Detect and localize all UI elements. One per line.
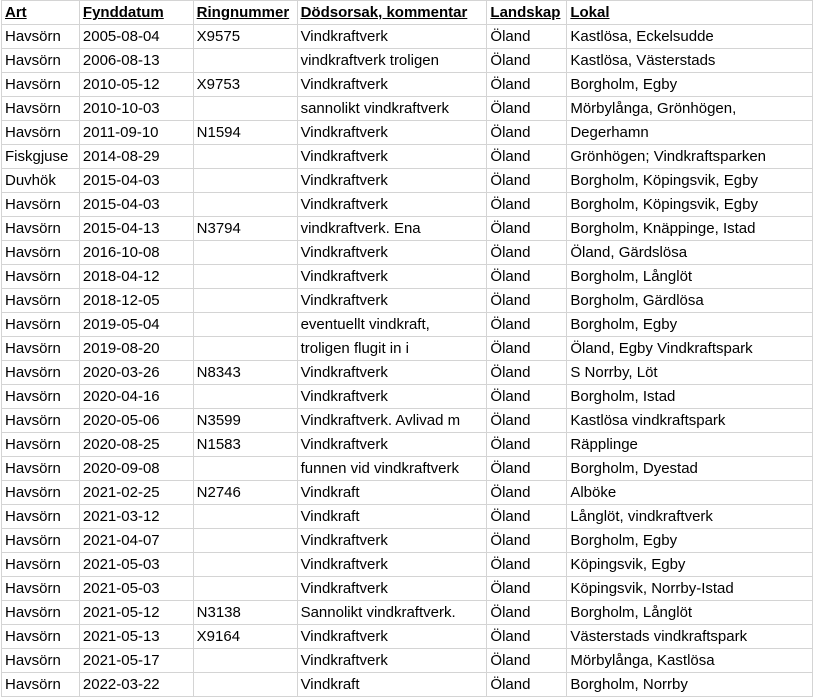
cell-dodsorsak[interactable]: vindkraftverk troligen xyxy=(297,49,487,73)
cell-ringnummer[interactable] xyxy=(193,577,297,601)
cell-art[interactable]: Havsörn xyxy=(2,433,80,457)
cell-landskap[interactable]: Öland xyxy=(487,49,567,73)
cell-ringnummer[interactable] xyxy=(193,385,297,409)
cell-landskap[interactable]: Öland xyxy=(487,361,567,385)
cell-fynddatum[interactable]: 2010-05-12 xyxy=(79,73,193,97)
cell-dodsorsak[interactable]: Sannolikt vindkraftverk. xyxy=(297,601,487,625)
cell-fynddatum[interactable]: 2011-09-10 xyxy=(79,121,193,145)
cell-ringnummer[interactable] xyxy=(193,457,297,481)
cell-landskap[interactable]: Öland xyxy=(487,457,567,481)
cell-landskap[interactable]: Öland xyxy=(487,97,567,121)
cell-lokal[interactable]: Öland, Gärdslösa xyxy=(567,241,813,265)
cell-ringnummer[interactable]: N1594 xyxy=(193,121,297,145)
cell-landskap[interactable]: Öland xyxy=(487,505,567,529)
header-cell-lokal[interactable]: Lokal xyxy=(567,1,813,25)
cell-ringnummer[interactable]: X9753 xyxy=(193,73,297,97)
table-body xyxy=(2,25,813,697)
cell-fynddatum[interactable]: 2020-08-25 xyxy=(79,433,193,457)
cell-fynddatum[interactable]: 2021-05-03 xyxy=(79,553,193,577)
cell-landskap[interactable]: Öland xyxy=(487,625,567,649)
cell-ringnummer[interactable] xyxy=(193,145,297,169)
cell-lokal[interactable]: Borgholm, Istad xyxy=(567,385,813,409)
table-row xyxy=(2,145,813,169)
cell-fynddatum[interactable]: 2022-03-22 xyxy=(79,673,193,697)
cell-dodsorsak[interactable]: Vindkraftverk xyxy=(297,25,487,49)
cell-lokal[interactable]: Borgholm, Egby xyxy=(567,73,813,97)
table-row xyxy=(2,97,813,121)
cell-fynddatum[interactable]: 2018-12-05 xyxy=(79,289,193,313)
cell-art[interactable]: Fiskgjuse xyxy=(2,145,80,169)
cell-fynddatum[interactable]: 2015-04-03 xyxy=(79,169,193,193)
cell-fynddatum[interactable]: 2006-08-13 xyxy=(79,49,193,73)
cell-ringnummer[interactable] xyxy=(193,49,297,73)
cell-art[interactable]: Havsörn xyxy=(2,289,80,313)
cell-landskap[interactable]: Öland xyxy=(487,241,567,265)
cell-ringnummer[interactable] xyxy=(193,241,297,265)
table-row xyxy=(2,169,813,193)
table-row xyxy=(2,121,813,145)
cell-fynddatum[interactable]: 2018-04-12 xyxy=(79,265,193,289)
cell-fynddatum[interactable]: 2020-09-08 xyxy=(79,457,193,481)
cell-landskap[interactable]: Öland xyxy=(487,169,567,193)
cell-dodsorsak[interactable]: Vindkraftverk xyxy=(297,529,487,553)
cell-fynddatum[interactable]: 2021-05-03 xyxy=(79,577,193,601)
table-row xyxy=(2,601,813,625)
cell-dodsorsak[interactable]: Vindkraftverk xyxy=(297,553,487,577)
cell-fynddatum[interactable]: 2019-08-20 xyxy=(79,337,193,361)
cell-dodsorsak[interactable]: eventuellt vindkraft, xyxy=(297,313,487,337)
cell-fynddatum[interactable]: 2021-05-13 xyxy=(79,625,193,649)
cell-lokal[interactable]: Borgholm, Dyestad xyxy=(567,457,813,481)
header-cell-art[interactable]: Art xyxy=(2,1,80,25)
cell-fynddatum[interactable]: 2019-05-04 xyxy=(79,313,193,337)
cell-dodsorsak[interactable]: Vindkraftverk xyxy=(297,577,487,601)
cell-landskap[interactable]: Öland xyxy=(487,73,567,97)
table-row xyxy=(2,577,813,601)
cell-art[interactable]: Havsörn xyxy=(2,385,80,409)
cell-landskap[interactable]: Öland xyxy=(487,529,567,553)
cell-lokal[interactable]: Borgholm, Norrby xyxy=(567,673,813,697)
cell-lokal[interactable]: Mörbylånga, Kastlösa xyxy=(567,649,813,673)
cell-ringnummer[interactable] xyxy=(193,169,297,193)
header-row xyxy=(2,1,813,25)
cell-art[interactable]: Havsörn xyxy=(2,625,80,649)
cell-fynddatum[interactable]: 2021-02-25 xyxy=(79,481,193,505)
cell-dodsorsak[interactable]: vindkraftverk. Ena xyxy=(297,217,487,241)
cell-landskap[interactable]: Öland xyxy=(487,25,567,49)
cell-lokal[interactable]: Mörbylånga, Grönhögen, xyxy=(567,97,813,121)
table-row xyxy=(2,649,813,673)
cell-landskap[interactable]: Öland xyxy=(487,553,567,577)
cell-art[interactable]: Havsörn xyxy=(2,361,80,385)
cell-landskap[interactable]: Öland xyxy=(487,193,567,217)
table-row xyxy=(2,433,813,457)
cell-ringnummer[interactable] xyxy=(193,649,297,673)
cell-dodsorsak[interactable]: Vindkraftverk xyxy=(297,241,487,265)
header-cell-landskap[interactable]: Landskap xyxy=(487,1,567,25)
cell-lokal[interactable]: Grönhögen; Vindkraftsparken xyxy=(567,145,813,169)
cell-fynddatum[interactable]: 2015-04-13 xyxy=(79,217,193,241)
cell-art[interactable]: Havsörn xyxy=(2,337,80,361)
cell-lokal[interactable]: Borgholm, Långlöt xyxy=(567,601,813,625)
cell-dodsorsak[interactable]: Vindkraftverk xyxy=(297,625,487,649)
cell-lokal[interactable]: Köpingsvik, Egby xyxy=(567,553,813,577)
cell-landskap[interactable]: Öland xyxy=(487,577,567,601)
cell-ringnummer[interactable]: N1583 xyxy=(193,433,297,457)
table-row xyxy=(2,217,813,241)
cell-ringnummer[interactable] xyxy=(193,337,297,361)
cell-ringnummer[interactable]: X9575 xyxy=(193,25,297,49)
cell-landskap[interactable]: Öland xyxy=(487,289,567,313)
cell-art[interactable]: Havsörn xyxy=(2,673,80,697)
cell-art[interactable]: Havsörn xyxy=(2,97,80,121)
cell-art[interactable]: Havsörn xyxy=(2,409,80,433)
cell-landskap[interactable]: Öland xyxy=(487,601,567,625)
cell-lokal[interactable]: Kastlösa, Eckelsudde xyxy=(567,25,813,49)
cell-art[interactable]: Havsörn xyxy=(2,553,80,577)
cell-landskap[interactable]: Öland xyxy=(487,145,567,169)
cell-fynddatum[interactable]: 2021-04-07 xyxy=(79,529,193,553)
cell-dodsorsak[interactable]: sannolikt vindkraftverk xyxy=(297,97,487,121)
cell-lokal[interactable]: Långlöt, vindkraftverk xyxy=(567,505,813,529)
cell-dodsorsak[interactable]: Vindkraftverk xyxy=(297,193,487,217)
cell-ringnummer[interactable] xyxy=(193,193,297,217)
cell-lokal[interactable]: Räpplinge xyxy=(567,433,813,457)
cell-art[interactable]: Havsörn xyxy=(2,481,80,505)
cell-landskap[interactable]: Öland xyxy=(487,433,567,457)
cell-dodsorsak[interactable]: Vindkraftverk xyxy=(297,169,487,193)
cell-ringnummer[interactable] xyxy=(193,97,297,121)
cell-fynddatum[interactable]: 2021-05-12 xyxy=(79,601,193,625)
table-row xyxy=(2,505,813,529)
cell-landskap[interactable]: Öland xyxy=(487,385,567,409)
cell-lokal[interactable]: Öland, Egby Vindkraftspark xyxy=(567,337,813,361)
cell-lokal[interactable]: Degerhamn xyxy=(567,121,813,145)
cell-ringnummer[interactable]: N3794 xyxy=(193,217,297,241)
cell-dodsorsak[interactable]: Vindkraftverk xyxy=(297,385,487,409)
cell-ringnummer[interactable]: N8343 xyxy=(193,361,297,385)
cell-fynddatum[interactable]: 2020-04-16 xyxy=(79,385,193,409)
cell-landskap[interactable]: Öland xyxy=(487,313,567,337)
cell-art[interactable]: Duvhök xyxy=(2,169,80,193)
cell-landskap[interactable]: Öland xyxy=(487,409,567,433)
table-row xyxy=(2,241,813,265)
cell-fynddatum[interactable]: 2005-08-04 xyxy=(79,25,193,49)
cell-fynddatum[interactable]: 2020-05-06 xyxy=(79,409,193,433)
table-row xyxy=(2,529,813,553)
cell-fynddatum[interactable]: 2021-05-17 xyxy=(79,649,193,673)
table-row xyxy=(2,409,813,433)
cell-dodsorsak[interactable]: Vindkraft xyxy=(297,673,487,697)
cell-ringnummer[interactable] xyxy=(193,313,297,337)
cell-landskap[interactable]: Öland xyxy=(487,481,567,505)
cell-landskap[interactable]: Öland xyxy=(487,217,567,241)
cell-fynddatum[interactable]: 2016-10-08 xyxy=(79,241,193,265)
cell-ringnummer[interactable]: N3138 xyxy=(193,601,297,625)
cell-dodsorsak[interactable]: Vindkraftverk xyxy=(297,73,487,97)
cell-dodsorsak[interactable]: Vindkraftverk. Avlivad m xyxy=(297,409,487,433)
table-row xyxy=(2,553,813,577)
header-cell-ringnummer[interactable]: Ringnummer xyxy=(193,1,297,25)
cell-art[interactable]: Havsörn xyxy=(2,649,80,673)
cell-ringnummer[interactable]: X9164 xyxy=(193,625,297,649)
header-cell-fynddatum[interactable]: Fynddatum xyxy=(79,1,193,25)
cell-ringnummer[interactable] xyxy=(193,529,297,553)
cell-art[interactable]: Havsörn xyxy=(2,457,80,481)
cell-ringnummer[interactable] xyxy=(193,505,297,529)
cell-fynddatum[interactable]: 2021-03-12 xyxy=(79,505,193,529)
cell-dodsorsak[interactable]: Vindkraftverk xyxy=(297,289,487,313)
table-row xyxy=(2,337,813,361)
cell-dodsorsak[interactable]: Vindkraftverk xyxy=(297,433,487,457)
table-row xyxy=(2,385,813,409)
table-row xyxy=(2,361,813,385)
cell-ringnummer[interactable] xyxy=(193,289,297,313)
cell-lokal[interactable]: Borgholm, Köpingsvik, Egby xyxy=(567,193,813,217)
cell-art[interactable]: Havsörn xyxy=(2,505,80,529)
cell-lokal[interactable]: Borgholm, Gärdlösa xyxy=(567,289,813,313)
cell-art[interactable]: Havsörn xyxy=(2,121,80,145)
cell-art[interactable]: Havsörn xyxy=(2,25,80,49)
table-row xyxy=(2,673,813,697)
cell-lokal[interactable]: Borgholm, Knäppinge, Istad xyxy=(567,217,813,241)
table-row xyxy=(2,313,813,337)
cell-fynddatum[interactable]: 2010-10-03 xyxy=(79,97,193,121)
cell-dodsorsak[interactable]: Vindkraftverk xyxy=(297,361,487,385)
cell-art[interactable]: Havsörn xyxy=(2,241,80,265)
cell-landskap[interactable]: Öland xyxy=(487,337,567,361)
cell-lokal[interactable]: Borgholm, Egby xyxy=(567,529,813,553)
cell-landskap[interactable]: Öland xyxy=(487,673,567,697)
table-row xyxy=(2,481,813,505)
cell-dodsorsak[interactable]: Vindkraftverk xyxy=(297,145,487,169)
cell-lokal[interactable]: Borgholm, Köpingsvik, Egby xyxy=(567,169,813,193)
table-row xyxy=(2,25,813,49)
cell-dodsorsak[interactable]: Vindkraftverk xyxy=(297,121,487,145)
cell-art[interactable]: Havsörn xyxy=(2,193,80,217)
table-row xyxy=(2,49,813,73)
cell-lokal[interactable]: Kastlösa, Västerstads xyxy=(567,49,813,73)
cell-ringnummer[interactable] xyxy=(193,673,297,697)
table-row xyxy=(2,193,813,217)
cell-fynddatum[interactable]: 2020-03-26 xyxy=(79,361,193,385)
cell-art[interactable]: Havsörn xyxy=(2,49,80,73)
cell-landskap[interactable]: Öland xyxy=(487,265,567,289)
cell-dodsorsak[interactable]: Vindkraftverk xyxy=(297,265,487,289)
cell-dodsorsak[interactable]: Vindkraftverk xyxy=(297,649,487,673)
cell-lokal[interactable]: Kastlösa vindkraftspark xyxy=(567,409,813,433)
cell-art[interactable]: Havsörn xyxy=(2,265,80,289)
cell-lokal[interactable]: Västerstads vindkraftspark xyxy=(567,625,813,649)
cell-dodsorsak[interactable]: troligen flugit in i xyxy=(297,337,487,361)
cell-art[interactable]: Havsörn xyxy=(2,73,80,97)
cell-landskap[interactable]: Öland xyxy=(487,649,567,673)
cell-lokal[interactable]: S Norrby, Löt xyxy=(567,361,813,385)
cell-art[interactable]: Havsörn xyxy=(2,601,80,625)
cell-ringnummer[interactable] xyxy=(193,265,297,289)
data-table xyxy=(1,0,813,697)
header-cell-dodsorsak[interactable]: Dödsorsak, kommentar xyxy=(297,1,487,25)
cell-landskap[interactable]: Öland xyxy=(487,121,567,145)
table-row xyxy=(2,289,813,313)
cell-art[interactable]: Havsörn xyxy=(2,577,80,601)
table-row xyxy=(2,73,813,97)
cell-fynddatum[interactable]: 2014-08-29 xyxy=(79,145,193,169)
table-row xyxy=(2,625,813,649)
cell-art[interactable]: Havsörn xyxy=(2,529,80,553)
cell-ringnummer[interactable]: N3599 xyxy=(193,409,297,433)
cell-art[interactable]: Havsörn xyxy=(2,217,80,241)
cell-lokal[interactable]: Köpingsvik, Norrby-Istad xyxy=(567,577,813,601)
cell-dodsorsak[interactable]: Vindkraft xyxy=(297,505,487,529)
cell-fynddatum[interactable]: 2015-04-03 xyxy=(79,193,193,217)
cell-ringnummer[interactable] xyxy=(193,553,297,577)
table-row xyxy=(2,265,813,289)
cell-ringnummer[interactable]: N2746 xyxy=(193,481,297,505)
cell-lokal[interactable]: Alböke xyxy=(567,481,813,505)
table-row xyxy=(2,457,813,481)
cell-lokal[interactable]: Borgholm, Egby xyxy=(567,313,813,337)
cell-dodsorsak[interactable]: funnen vid vindkraftverk xyxy=(297,457,487,481)
cell-art[interactable]: Havsörn xyxy=(2,313,80,337)
cell-dodsorsak[interactable]: Vindkraft xyxy=(297,481,487,505)
cell-lokal[interactable]: Borgholm, Långlöt xyxy=(567,265,813,289)
